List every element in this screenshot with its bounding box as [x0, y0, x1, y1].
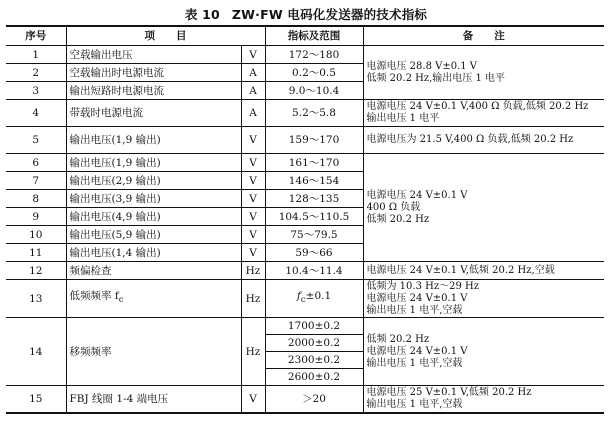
table-row [6, 46, 604, 64]
row-range: 5.2～5.8 [265, 100, 363, 127]
row-unit: Hz [241, 318, 265, 386]
row-no: 3 [6, 82, 66, 100]
row-range [265, 280, 363, 318]
note-line: 输出电压 1 电平,空载 [366, 304, 463, 316]
table-row [6, 154, 604, 172]
row-item: 输出电压(4,9 输出) [66, 208, 241, 226]
row-range: ＞20 [265, 386, 363, 413]
note-line: 400 Ω 负载 [366, 201, 421, 213]
row-no: 10 [6, 226, 66, 244]
table-caption: ZW·FW 电码化发送器的技术指标 [231, 7, 428, 22]
row-item [66, 280, 241, 318]
note-line: 电源电压 24 V±0.1 V [366, 345, 468, 357]
row-item: 输出电压(2,9 输出) [66, 172, 241, 190]
row-item: 输出电压(5,9 输出) [66, 226, 241, 244]
row-no: 12 [6, 262, 66, 280]
row-item: 频偏检查 [66, 262, 241, 280]
note-line: 输出电压 1 电平,空载 [366, 357, 463, 369]
row-range: 75～79.5 [265, 226, 363, 244]
note-cell [363, 280, 604, 318]
row-range: 1700±0.2 [265, 318, 363, 335]
note-line: 电源电压 24 V±0.1 V [366, 189, 468, 201]
note-line: 输出电压 1 电平 [366, 113, 440, 124]
header-item: 项 目 [66, 26, 265, 46]
row-unit: A [241, 100, 265, 127]
row-unit: V [241, 172, 265, 190]
row-unit: A [241, 82, 265, 100]
row-item: FBJ 线圈 1-4 端电压 [66, 386, 241, 413]
header-row [6, 26, 604, 46]
range-symbol: f [296, 290, 301, 303]
table-row [6, 100, 604, 127]
row-no: 2 [6, 64, 66, 82]
row-range: 161～170 [265, 154, 363, 172]
header-range: 指标及范围 [265, 26, 363, 46]
note-line: 输出电压 1 电平,空载 [366, 398, 463, 410]
note-cell [363, 154, 604, 262]
note-line: 电源电压 24 V±0.1 V [366, 292, 468, 304]
note-line: 电源电压 28.8 V±0.1 V [366, 60, 478, 72]
note-cell [363, 318, 604, 386]
row-item: 输出短路时电源电流 [66, 82, 241, 100]
row-no: 11 [6, 244, 66, 262]
row-item: 空载输出时电源电流 [66, 64, 241, 82]
row-range: 128～135 [265, 190, 363, 208]
note-line: 电源电压 24 V±0.1 V,400 Ω 负载,低频 20.2 Hz [366, 101, 589, 112]
row-no: 4 [6, 100, 66, 127]
note-cell [363, 127, 604, 154]
row-no: 8 [6, 190, 66, 208]
table-row [6, 318, 604, 335]
row-range: 2600±0.2 [265, 369, 363, 386]
header-note: 备 注 [363, 26, 604, 46]
row-no: 14 [6, 318, 66, 386]
note-line: 低频为 10.3 Hz～29 Hz [366, 280, 480, 292]
note-line: 低频 20.2 Hz [366, 333, 430, 345]
row-unit: V [241, 244, 265, 262]
note-line: 电源电压 25 V±0.1 V,低频 20.2 Hz [366, 386, 532, 398]
row-range: 172～180 [265, 46, 363, 64]
row-item: 空载输出电压 [66, 46, 241, 64]
row-unit: Hz [241, 280, 265, 318]
note-line: 低频 20.2 Hz,输出电压 1 电平 [366, 72, 506, 84]
row-range: 0.2～0.5 [265, 64, 363, 82]
row-unit: V [241, 127, 265, 154]
row-range: 159～170 [265, 127, 363, 154]
table-row [6, 280, 604, 318]
row-no: 1 [6, 46, 66, 64]
row-no: 5 [6, 127, 66, 154]
note-cell [363, 262, 604, 280]
row-range: 59～66 [265, 244, 363, 262]
row-item: 输出电压(1,9 输出) [66, 127, 241, 154]
row-item-sub: c [118, 295, 124, 306]
row-unit: V [241, 386, 265, 413]
table-row [6, 386, 604, 413]
range-tail: ±0.1 [305, 290, 332, 303]
row-range: 146～154 [265, 172, 363, 190]
note-cell [363, 46, 604, 100]
range-sub: c [300, 295, 306, 306]
row-item-text: 低频频率 f [69, 290, 119, 303]
row-item: 输出电压(1,9 输出) [66, 154, 241, 172]
table-row [6, 262, 604, 280]
row-range: 9.0～10.4 [265, 82, 363, 100]
row-unit: V [241, 154, 265, 172]
row-range: 104.5～110.5 [265, 208, 363, 226]
row-no: 9 [6, 208, 66, 226]
row-no: 15 [6, 386, 66, 413]
row-range: 2000±0.2 [265, 335, 363, 352]
row-unit: Hz [241, 262, 265, 280]
table-title [0, 5, 612, 23]
row-no: 7 [6, 172, 66, 190]
row-unit: A [241, 64, 265, 82]
row-item: 移频频率 [66, 318, 241, 386]
note-line: 电源电压 24 V±0.1 V,低频 20.2 Hz,空载 [366, 264, 555, 276]
row-range: 10.4～11.4 [265, 262, 363, 280]
row-no: 13 [6, 280, 66, 318]
table-row [6, 127, 604, 154]
row-item: 带载时电源电流 [66, 100, 241, 127]
table-number: 表 10 [184, 7, 220, 22]
row-item: 输出电压(3,9 输出) [66, 190, 241, 208]
row-unit: V [241, 190, 265, 208]
note-cell [363, 100, 604, 127]
spec-table [6, 25, 604, 414]
header-no: 序号 [6, 26, 66, 46]
row-range: 2300±0.2 [265, 352, 363, 369]
note-cell [363, 386, 604, 413]
note-line: 电源电压为 21.5 V,400 Ω 负载,低频 20.2 Hz [366, 134, 574, 145]
row-unit: V [241, 46, 265, 64]
row-no: 6 [6, 154, 66, 172]
note-line: 低频 20.2 Hz [366, 213, 430, 225]
row-item: 输出电压(1,4 输出) [66, 244, 241, 262]
row-unit: V [241, 226, 265, 244]
row-unit: V [241, 208, 265, 226]
